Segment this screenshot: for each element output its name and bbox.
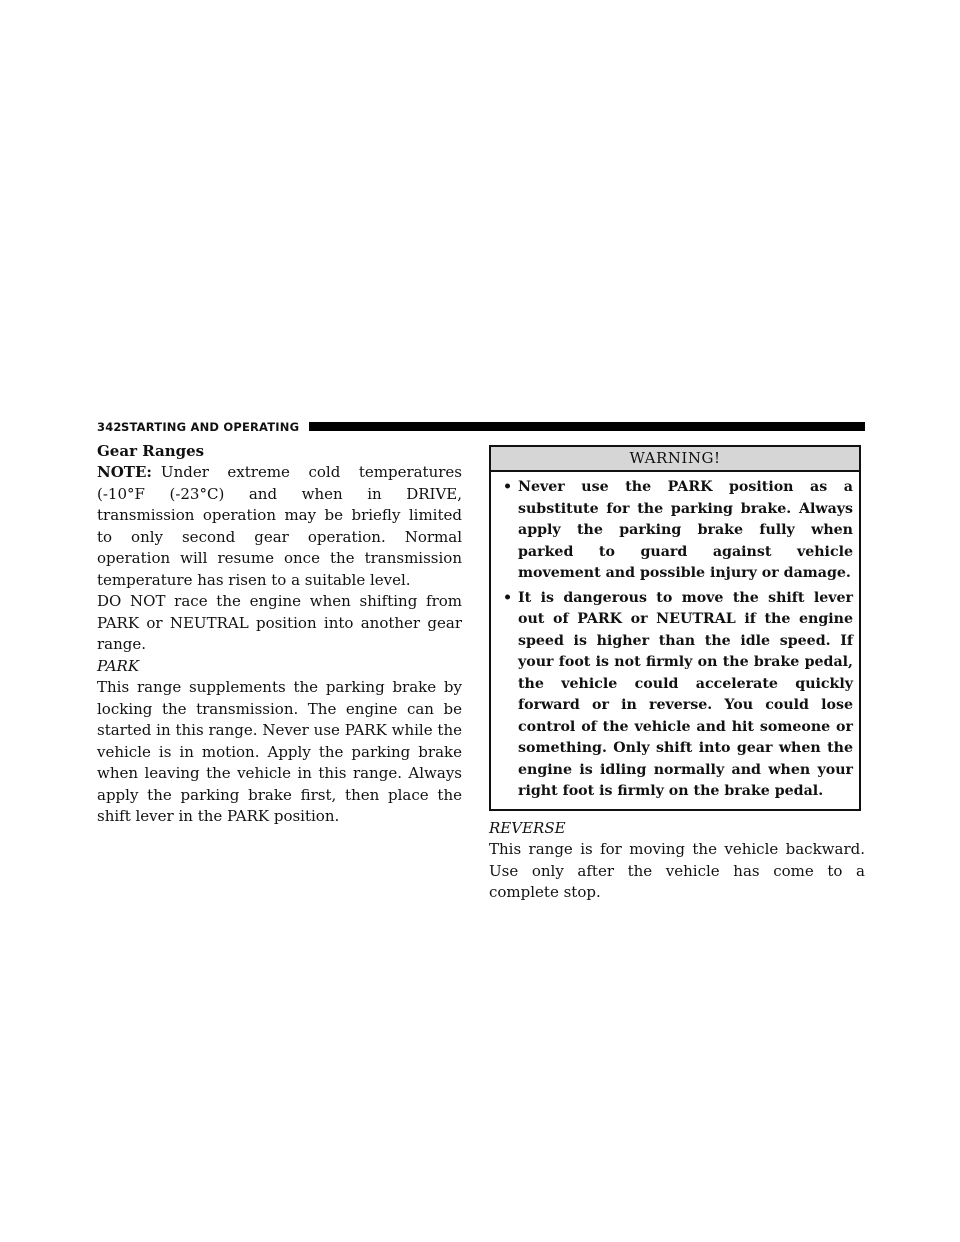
section-title: STARTING AND OPERATING bbox=[121, 420, 300, 434]
engine-race-paragraph: DO NOT race the engine when shifting from PARK or NEUTRAL position into another gear range. bbox=[97, 592, 462, 653]
note-label: NOTE: bbox=[97, 463, 152, 481]
park-heading: PARK bbox=[97, 656, 140, 675]
warning-item-text: Never use the PARK position as a substitute for the parking brake. Always apply the parking brake fully when parked to guard against vehicle movement and possible injury or damage. bbox=[518, 479, 853, 581]
page-header bbox=[97, 419, 865, 435]
reverse-paragraph: This range is for moving the vehicle backward. Use only after the vehicle has come to a complete stop. bbox=[489, 840, 865, 901]
warning-item bbox=[501, 588, 853, 803]
bullet-icon: • bbox=[503, 479, 513, 495]
warning-list bbox=[491, 472, 859, 809]
park-paragraph: This range supplements the parking brake by locking the transmission. The engine can be started in this range. Never use PARK while the vehicle is in motion. Apply the parking brake when leaving the vehicle in this range. Always apply the parking brake first, then place the shift lever in the PARK position. bbox=[97, 678, 462, 825]
reverse-heading: REVERSE bbox=[489, 818, 566, 837]
left-column bbox=[97, 440, 462, 828]
warning-box bbox=[489, 445, 861, 811]
warning-item-text: It is dangerous to move the shift lever out of PARK or NEUTRAL if the engine speed is higher than the idle speed. If your foot is not firmly on the brake pedal, the vehicle could accelerate quickly forward or in reverse. You could lose control of the vehicle and hit someone or something. Only shift into gear when the engine is idling normally and when your right foot is firmly on the brake pedal. bbox=[518, 589, 853, 799]
note-paragraph bbox=[97, 462, 462, 591]
warning-title: WARNING! bbox=[491, 447, 859, 472]
right-column bbox=[489, 445, 865, 904]
note-text: Under extreme cold temperatures (-10°F (-23°C) and when in DRIVE, transmission operation may be briefly limited to only second gear operation. Normal operation will resume once the transmission temperature has risen to a suitable level. bbox=[97, 463, 462, 589]
bullet-icon: • bbox=[503, 589, 513, 606]
header-rule bbox=[309, 422, 865, 431]
section-heading: Gear Ranges bbox=[97, 442, 205, 460]
warning-item bbox=[501, 477, 853, 585]
page-number: 342 bbox=[97, 420, 122, 434]
